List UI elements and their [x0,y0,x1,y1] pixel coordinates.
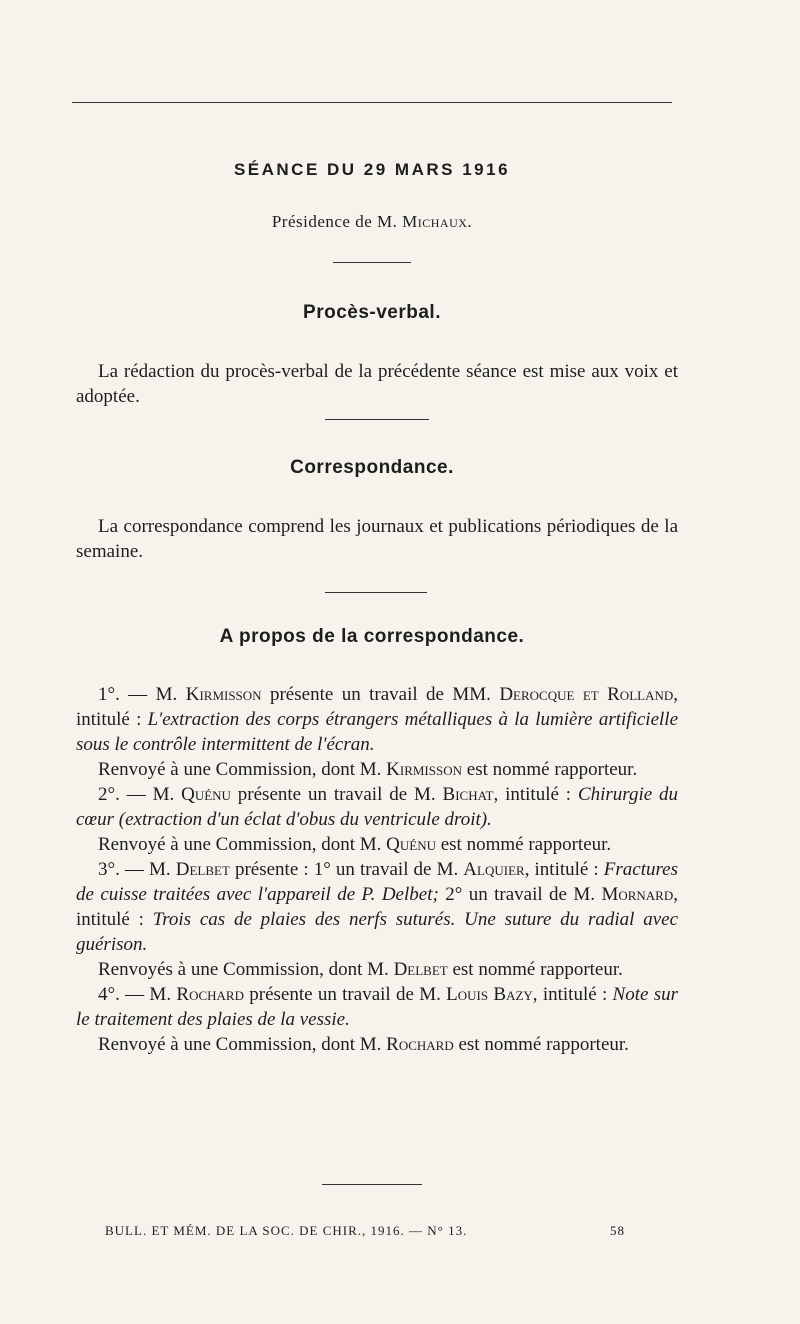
second-work-prefix: 2° un travail de M. [445,884,596,905]
second-work-title: Trois cas de plaies des nerfs suturés. Une suture du radial avec guérison. [76,909,679,955]
presidence-line [72,212,672,232]
renvoi-suffix: est nommé rapporteur. [452,959,623,980]
renvoi-prefix: Renvoyé à une Commission, dont M. [98,834,382,855]
renvoi-4 [76,1032,678,1057]
divider [325,419,429,420]
rapporteur-name: Delbet [393,959,448,980]
presenter-name: Quénu [181,784,231,805]
work-title: L'extraction des corps étrangers métalliques à la lumière artificielle sous le contrôle intermittent de l'écran. [76,709,678,755]
renvoi-suffix: est nommé rapporteur. [466,759,638,780]
divider [333,262,411,263]
entry-verb: présente un travail de M. [249,984,441,1005]
entry-number: 3°. — M. [98,859,171,880]
page-footer [105,1223,625,1239]
proces-verbal-text: La rédaction du procès-verbal de la précédente séance est mise aux voix et adoptée. [76,361,678,407]
second-author-name: Mornard [601,884,674,905]
entry-number: 4°. — M. [98,984,172,1005]
renvoi-suffix: est nommé rapporteur. [458,1034,629,1055]
correspondance-title: Correspondance. [290,457,454,478]
intitule-label: , intitulé : [532,984,608,1005]
entry-verb: présente un travail de M. [237,784,436,805]
entry-3 [76,857,678,957]
rapporteur-name: Kirmisson [386,759,463,780]
presenter-name: Kirmisson [185,684,262,705]
author-name: Bichat [442,784,494,805]
work-title: Chirurgie du cœur (extraction d'un éclat d'obus du ventricule droit). [76,784,679,830]
renvoi-suffix: est nommé rapporteur. [440,834,612,855]
entry-4 [76,982,678,1032]
intitule-label: , intitulé : [524,859,599,880]
presenter-name: Rochard [176,984,244,1005]
entry-2 [76,782,678,832]
top-rule [72,102,672,103]
second-intitule-label: , intitulé : [76,884,678,930]
president-name: Michaux. [402,212,473,231]
intitule-label: , intitulé : [493,784,572,805]
divider [322,1184,422,1185]
entry-verb: présente : 1° un travail de M. [234,859,459,880]
entry-1 [76,682,678,757]
author-name: Derocque et Rolland [499,684,674,705]
correspondance-text: La correspondance comprend les journaux et publications périodiques de la semaine. [76,516,678,562]
renvoi-2 [76,832,678,857]
entry-number: 2°. — M. [98,784,175,805]
rapporteur-name: Quénu [386,834,436,855]
entry-verb: présente un travail de MM. [269,684,491,705]
renvoi-3 [76,957,678,982]
renvoi-1 [76,757,678,782]
entry-number: 1°. — M. [98,684,178,705]
intitule-label: , intitulé : [76,684,678,730]
a-propos-body [76,682,678,1057]
renvoi-prefix: Renvoyé à une Commission, dont M. [98,1034,382,1055]
divider [325,592,427,593]
presenter-name: Delbet [175,859,230,880]
author-name: Alquier [463,859,525,880]
author-name: Louis Bazy [446,984,533,1005]
rapporteur-name: Rochard [386,1034,454,1055]
page-number: 58 [610,1223,625,1238]
renvoi-prefix: Renvoyé à une Commission, dont M. [98,759,382,780]
renvoi-prefix: Renvoyés à une Commission, dont M. [98,959,389,980]
proces-verbal-title: Procès-verbal. [303,302,441,323]
a-propos-title: A propos de la correspondance. [219,626,525,647]
session-heading: SÉANCE DU 29 MARS 1916 [233,160,511,179]
presidence-prefix: Présidence de M. [271,212,398,231]
work-title: Note sur le traitement des plaies de la vessie. [76,984,679,1030]
footer-citation: BULL. ET MÉM. DE LA SOC. DE CHIR., 1916. — N° 13. [105,1223,468,1238]
work-title: Fractures de cuisse traitées avec l'appareil de P. Delbet; [76,859,679,905]
